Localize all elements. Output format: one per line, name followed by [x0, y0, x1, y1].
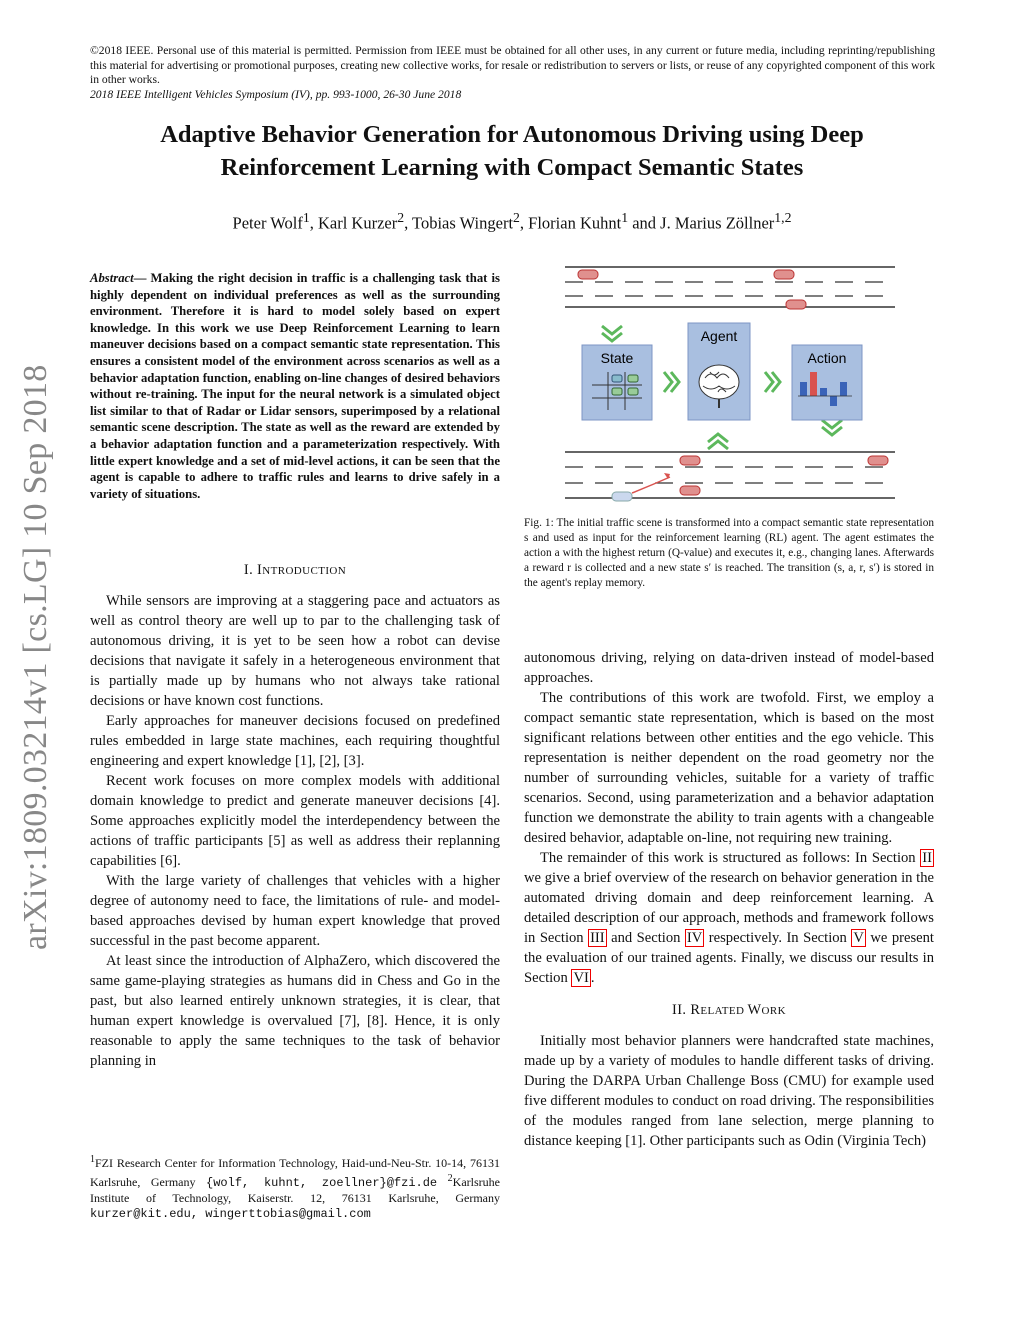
paragraph: While sensors are improving at a staggering pace and actuators as well as control theory are well up to par to the challenging task of autonomous driving, it is yet to be seen how a robot can devise decisions that navigate it safely in a heterogeneous environment that is partially made up by humans who not always take rational decisions or have known cost functions.	[90, 593, 500, 709]
section-heading	[524, 1000, 934, 1021]
section-link[interactable]: V	[853, 930, 864, 946]
title-line-2: Reinforcement Learning with Compact Semantic States	[220, 154, 804, 181]
affil-sup: 1	[302, 210, 310, 225]
figure-1-diagram	[560, 260, 900, 505]
author: , Florian Kuhnt	[519, 213, 622, 233]
heading-rest: ELATED	[700, 1005, 748, 1017]
abstract-label: Abstract	[90, 271, 134, 285]
figure-1	[560, 260, 900, 505]
figure-caption: Fig. 1: The initial traffic scene is transformed into a compact semantic state representation s and used as input for the reinforcement learning (RL) agent. The agent estimates the action a with the highest return (Q-value) and executes it, e.g., changing lanes. Afterwards a reward r is collected and a new state s′ is reached. The transition (s, a, r, s′) is stored in the agent's replay memory.	[524, 517, 934, 589]
section-heading	[90, 560, 500, 581]
paper-title	[80, 118, 944, 184]
affil-sup: 1	[621, 210, 629, 225]
section-link[interactable]: IV	[686, 930, 703, 946]
author: Peter Wolf	[232, 213, 303, 233]
affil-sup: 2	[513, 210, 520, 225]
paragraph: Recent work focuses on more complex models with additional domain knowledge to predict and generate maneuver decisions [4]. Some approaches explicitly model the interdependency between the actions of traffic participants [5] as well as address their replanning capabilities [6].	[90, 773, 500, 869]
author: , Karl Kurzer	[309, 213, 398, 233]
author-list	[80, 210, 944, 234]
footnote-sup: 2	[447, 1173, 453, 1184]
paragraph	[524, 848, 934, 988]
arxiv-watermark: arXiv:1809.03214v1 [cs.LG] 10 Sep 2018	[17, 364, 54, 950]
footnote-email-1: {wolf, kuhnt, zoellner}@fzi.de	[206, 1176, 438, 1190]
up-arrow-icon	[708, 434, 728, 449]
heading-cap: W	[747, 1002, 762, 1018]
text-run: we give a brief overview of the research on behavior generation in the automated driving domain and deep reinforcement learning. A detailed description of our approach, methods and framework follows in Section	[524, 870, 934, 946]
section-link[interactable]: VI	[573, 970, 589, 986]
text-run: The remainder of this work is structured as follows: In Section	[540, 850, 921, 866]
heading-rest: NTRODUCTION	[262, 565, 347, 577]
abstract-text: — Making the right decision in traffic is a challenging task that is highly dependent on individual preferences as well as the surrounding environment. Therefore it is hard to model solely based on expert knowledge. In this work we use Deep Reinforcement Learning to learn maneuver decisions based on a compact semantic state representation. This ensures a consistent model of the environment across scenarios as well as a behavior adaptation function, enabling on-line changes of desired behaviors without re-training. The input for the neural network is a simulated object list similar to that of Radar or Lidar sensors, superimposed by a relational semantic scene description. The state as well as the reward are extended by a behavior adaptation function and a parameterization respectively. With little expert knowledge and a set of mid-level actions, it can be seen that the agent is capable to adhere to traffic rules and learns to drive safely in a variety of situations.	[90, 271, 500, 501]
author: and J. Marius Zöllner	[628, 213, 775, 233]
car-icon	[774, 270, 794, 279]
agent-label: Agent	[700, 328, 738, 344]
abstract	[90, 270, 500, 502]
paragraph: Initially most behavior planners were handcrafted state machines, made up by a variety of modules to handle different tasks of driving. During the DARPA Urban Challenge Boss (CMU) for example used five different modules to conduct on road driving. The responsibilities of the modules ranged from lane selection, merge planning to distance keeping [1]. Other participants such as Odin (Virginia Tech)	[524, 1033, 934, 1149]
footnote-sup: 1	[90, 1154, 95, 1165]
affil-sup: 2	[397, 210, 405, 225]
ego-car-ghost-icon	[612, 492, 632, 501]
right-column-text	[524, 648, 934, 1151]
heading-rest: ORK	[761, 1005, 786, 1017]
footnote-email-2: kurzer@kit.edu, wingerttobias@gmail.com	[90, 1207, 371, 1221]
footnote-affil-1: FZI Research Center for Information Technology, Haid-und-Neu-Str. 10-14, 76131 Karlsruhe, Germany	[90, 1156, 500, 1189]
text-run: and Section	[606, 930, 685, 946]
section-link[interactable]: II	[922, 850, 932, 866]
paragraph: Early approaches for maneuver decisions focused on predefined rules embedded in large state machines, each requiring thoughtful engineering and expert knowledge [1], [2], [3].	[90, 713, 500, 769]
title-line-1: Adaptive Behavior Generation for Autonomous Driving using Deep	[160, 121, 864, 148]
car-icon	[680, 456, 700, 465]
paragraph: At least since the introduction of AlphaZero, which discovered the same game-playing strategies as humans did in Chess and Go in the past, but also learned entirely unknown strategies, it is clear, that human expert knowledge is overvalued [7], [8]. Hence, it is only reasonable to apply the same techniques to the task of behavior planning in	[90, 953, 500, 1069]
lane-change-path	[632, 477, 670, 493]
car-icon	[868, 456, 888, 465]
copyright-notice	[90, 44, 935, 102]
top-road	[565, 267, 895, 309]
author: , Tobias Wingert	[404, 213, 514, 233]
heading-num: I. I	[243, 562, 263, 578]
section-link[interactable]: III	[590, 930, 605, 946]
bottom-road	[565, 452, 895, 501]
car-icon	[680, 486, 700, 495]
text-run: respectively. In Section	[704, 930, 852, 946]
car-icon	[578, 270, 598, 279]
text-run: we present the evaluation of our trained agents. Finally, we discuss our results in Section	[524, 930, 934, 986]
car-icon	[786, 300, 806, 309]
affil-sup: 1,2	[774, 210, 792, 225]
venue-line: 2018 IEEE Intelligent Vehicles Symposium (IV), pp. 993-1000, 26-30 June 2018	[90, 87, 462, 101]
text-run: .	[590, 970, 595, 986]
footnotes	[90, 1152, 500, 1222]
paragraph: autonomous driving, relying on data-driven instead of model-based approaches.	[524, 650, 934, 686]
copyright-text: ©2018 IEEE. Personal use of this material is permitted. Permission from IEEE must be obtained for all other uses, in any current or future media, including reprinting/republishing this material for advertising or promotional purposes, creating new collective works, for resale or redistribution to servers or lists, or reuse of any copyrighted component of this work in other works.	[90, 44, 935, 87]
introduction-section	[90, 560, 500, 1071]
action-label: Action	[807, 350, 847, 366]
paragraph: The contributions of this work are twofold. First, we employ a compact semantic state representation, which is based on the most significant relations between other entities and the ego vehicle. This representation is neither dependent on the road geometry nor the number of surrounding vehicles, suitable for a variety of traffic scenarios. Second, using parameterization and a behavior adaptation function we demonstrate the ability to train agents with a changeable desired behavior, adaptable on-line, not requiring new training.	[524, 690, 934, 846]
heading-num: II. R	[672, 1002, 701, 1018]
paragraph: With the large variety of challenges that vehicles with a higher degree of autonomy need to face, the limitations of rule- and model-based approaches devised by human expert knowledge that proved successful in the past become apparent.	[90, 873, 500, 949]
footnote-affil-2: Karlsruhe Institute of Technology, Kaiserstr. 12, 76131 Karlsruhe, Germany	[90, 1175, 500, 1205]
state-label: State	[600, 350, 634, 366]
